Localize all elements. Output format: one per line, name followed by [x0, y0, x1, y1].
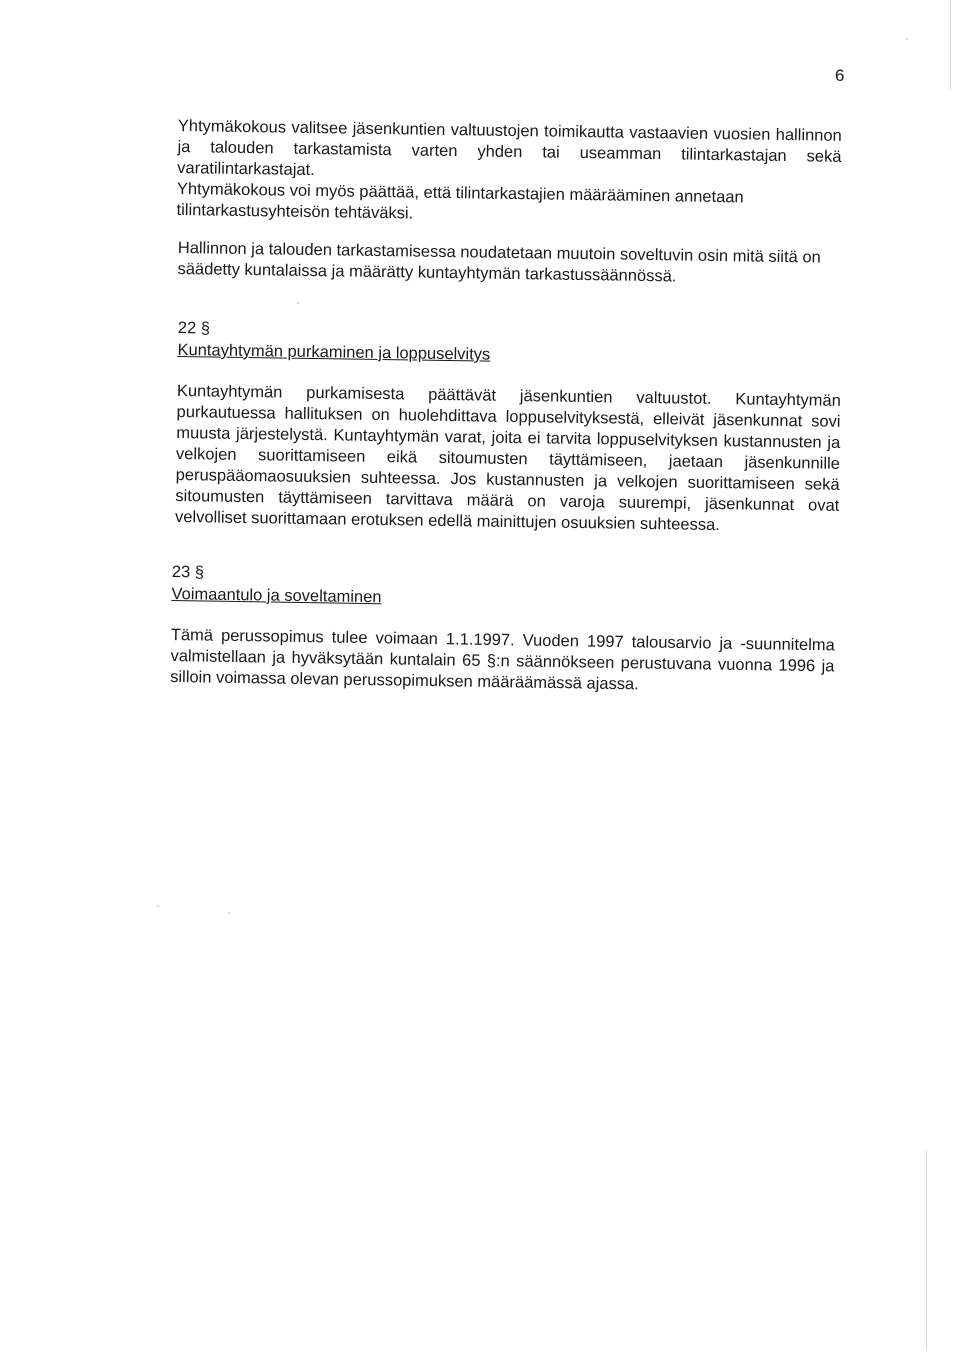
- scan-speck: [157, 905, 159, 907]
- section-body: Tämä perussopimus tulee voimaan 1.1.1997. Vuoden 1997 talousarvio ja -suunnitelma valmistellaan ja hyväksytään kuntalain 65 §:n säännökseen perustuvana vuonna 1996 ja silloin voimassa olevan perussopimuksen määräämässä ajassa.: [170, 625, 835, 694]
- section-number: 22 §: [177, 318, 211, 338]
- paragraph-group-audit: [176, 116, 841, 231]
- scan-speck: [297, 302, 299, 304]
- section-23: [170, 562, 836, 698]
- section-number: 23 §: [171, 562, 205, 582]
- scan-edge-mark: [926, 1150, 927, 1350]
- scan-speck: [228, 912, 230, 914]
- section-body: Kuntayhtymän purkamisesta päättävät jäsenkuntien valtuustot. Kuntayhtymän purkautuessa hallituksen on huolehdittava loppuselvityksestä, elleivät jäsenkunnat sovi muusta järjestelystä. Kuntayhtymän varat, joita ei tarvita loppuselvityksen kustannusten ja velkojen suorittamiseen eikä sitoumusten täyttämiseen, jaetaan jäsenkunnille peruspääomaosuuksien suhteessa. Jos kustannusten ja velkojen suorittamiseen sekä sitoumusten täyttämiseen tarvittava määrä on varoja suurempi, jäsenkunnat ovat velvolliset suorittamaan erotuksen edellä mainittujen osuuksien suhteessa.: [174, 381, 841, 535]
- section-title: Kuntayhtymän purkaminen ja loppuselvitys: [177, 340, 491, 364]
- paragraph-audit-firm: Yhtymäkokous voi myös päättää, että tilintarkastajien määrääminen annetaan tilintarkastusyhteisön tehtäväksi.: [176, 179, 744, 223]
- paragraph-audit-rules: Hallinnon ja talouden tarkastamisessa noudatetaan muutoin soveltuvin osin mitä siitä on säädetty kuntalaissa ja määrätty kuntayhtymän tarkastussäännössä.: [177, 238, 821, 286]
- scan-edge-mark: [950, 0, 951, 90]
- scan-speck: [906, 38, 908, 40]
- paragraph-group-audit-rules: [177, 238, 842, 290]
- section-22: [175, 318, 842, 538]
- page-number: 6: [835, 66, 845, 85]
- section-title: Voimaantulo ja soveltaminen: [171, 584, 382, 607]
- paragraph-auditors-election: Yhtymäkokous valitsee jäsenkuntien valtuustojen toimikautta vastaavien vuosien hallinnon ja talouden tarkastamista varten yhden tai useamman tilintarkastajan sekä varatilintarkastajat.: [177, 116, 842, 180]
